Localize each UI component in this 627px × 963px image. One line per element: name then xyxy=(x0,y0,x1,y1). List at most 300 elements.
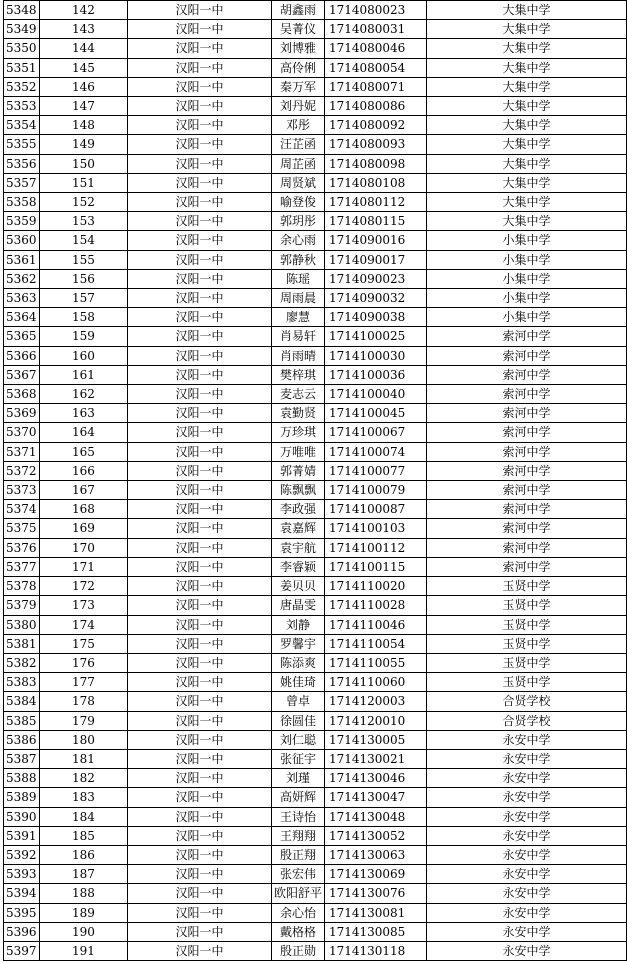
exam-id-cell: 1714080098 xyxy=(324,154,426,173)
index-cell: 169 xyxy=(39,519,127,538)
school-cell: 汉阳一中 xyxy=(127,538,271,557)
index-cell: 187 xyxy=(39,865,127,884)
table-row xyxy=(4,154,627,173)
exam-id-cell: 1714080071 xyxy=(324,77,426,96)
exam-id-cell: 1714080112 xyxy=(324,193,426,212)
index-cell: 174 xyxy=(39,615,127,634)
name-cell: 郭静秋 xyxy=(271,250,324,269)
school-cell: 汉阳一中 xyxy=(127,941,271,960)
name-cell: 刘瑾 xyxy=(271,769,324,788)
table-row xyxy=(4,634,627,653)
table-row xyxy=(4,730,627,749)
school-cell: 汉阳一中 xyxy=(127,327,271,346)
table-row xyxy=(4,97,627,116)
exam-id-cell: 1714130063 xyxy=(324,845,426,864)
middle-school-cell: 永安中学 xyxy=(426,922,626,941)
table-row xyxy=(4,308,627,327)
name-cell: 高妍辉 xyxy=(271,788,324,807)
serial-cell: 5365 xyxy=(4,327,40,346)
name-cell: 李睿颖 xyxy=(271,557,324,576)
school-cell: 汉阳一中 xyxy=(127,500,271,519)
table-row xyxy=(4,39,627,58)
exam-id-cell: 1714090017 xyxy=(324,250,426,269)
table-row xyxy=(4,58,627,77)
table-row xyxy=(4,212,627,231)
middle-school-cell: 小集中学 xyxy=(426,289,626,308)
table-row xyxy=(4,692,627,711)
exam-id-cell: 1714100087 xyxy=(324,500,426,519)
exam-id-cell: 1714100067 xyxy=(324,423,426,442)
school-cell: 汉阳一中 xyxy=(127,58,271,77)
serial-cell: 5396 xyxy=(4,922,40,941)
table-row xyxy=(4,884,627,903)
serial-cell: 5358 xyxy=(4,193,40,212)
exam-id-cell: 1714080054 xyxy=(324,58,426,77)
index-cell: 155 xyxy=(39,250,127,269)
name-cell: 张征宇 xyxy=(271,749,324,768)
serial-cell: 5373 xyxy=(4,481,40,500)
school-cell: 汉阳一中 xyxy=(127,673,271,692)
exam-id-cell: 1714110020 xyxy=(324,577,426,596)
exam-id-cell: 1714080086 xyxy=(324,97,426,116)
exam-id-cell: 1714110046 xyxy=(324,615,426,634)
school-cell: 汉阳一中 xyxy=(127,749,271,768)
table-row xyxy=(4,77,627,96)
school-cell: 汉阳一中 xyxy=(127,423,271,442)
middle-school-cell: 小集中学 xyxy=(426,231,626,250)
exam-id-cell: 1714100025 xyxy=(324,327,426,346)
exam-id-cell: 1714080093 xyxy=(324,135,426,154)
index-cell: 191 xyxy=(39,941,127,960)
index-cell: 178 xyxy=(39,692,127,711)
name-cell: 胡鑫雨 xyxy=(271,1,324,20)
exam-id-cell: 1714130046 xyxy=(324,769,426,788)
index-cell: 175 xyxy=(39,634,127,653)
exam-id-cell: 1714080031 xyxy=(324,20,426,39)
table-row xyxy=(4,596,627,615)
index-cell: 143 xyxy=(39,20,127,39)
index-cell: 164 xyxy=(39,423,127,442)
middle-school-cell: 小集中学 xyxy=(426,269,626,288)
school-cell: 汉阳一中 xyxy=(127,922,271,941)
middle-school-cell: 合贤学校 xyxy=(426,692,626,711)
serial-cell: 5350 xyxy=(4,39,40,58)
name-cell: 殷正翔 xyxy=(271,845,324,864)
table-row xyxy=(4,346,627,365)
name-cell: 万唯唯 xyxy=(271,442,324,461)
school-cell: 汉阳一中 xyxy=(127,730,271,749)
exam-id-cell: 1714120003 xyxy=(324,692,426,711)
middle-school-cell: 玉贤中学 xyxy=(426,615,626,634)
school-cell: 汉阳一中 xyxy=(127,212,271,231)
name-cell: 陈飘飘 xyxy=(271,481,324,500)
table-row xyxy=(4,461,627,480)
exam-id-cell: 1714090023 xyxy=(324,269,426,288)
name-cell: 陈瑶 xyxy=(271,269,324,288)
table-row xyxy=(4,385,627,404)
exam-id-cell: 1714100040 xyxy=(324,385,426,404)
name-cell: 刘仁聪 xyxy=(271,730,324,749)
serial-cell: 5362 xyxy=(4,269,40,288)
exam-id-cell: 1714080108 xyxy=(324,173,426,192)
school-cell: 汉阳一中 xyxy=(127,596,271,615)
exam-id-cell: 1714110060 xyxy=(324,673,426,692)
school-cell: 汉阳一中 xyxy=(127,365,271,384)
school-cell: 汉阳一中 xyxy=(127,615,271,634)
middle-school-cell: 索河中学 xyxy=(426,423,626,442)
school-cell: 汉阳一中 xyxy=(127,826,271,845)
school-cell: 汉阳一中 xyxy=(127,653,271,672)
index-cell: 166 xyxy=(39,461,127,480)
name-cell: 殷正勋 xyxy=(271,941,324,960)
middle-school-cell: 永安中学 xyxy=(426,788,626,807)
name-cell: 秦万军 xyxy=(271,77,324,96)
name-cell: 刘丹妮 xyxy=(271,97,324,116)
index-cell: 190 xyxy=(39,922,127,941)
school-cell: 汉阳一中 xyxy=(127,404,271,423)
serial-cell: 5359 xyxy=(4,212,40,231)
name-cell: 余心怡 xyxy=(271,903,324,922)
name-cell: 姜贝贝 xyxy=(271,577,324,596)
exam-id-cell: 1714130048 xyxy=(324,807,426,826)
middle-school-cell: 索河中学 xyxy=(426,404,626,423)
middle-school-cell: 永安中学 xyxy=(426,865,626,884)
serial-cell: 5366 xyxy=(4,346,40,365)
table-row xyxy=(4,903,627,922)
serial-cell: 5355 xyxy=(4,135,40,154)
serial-cell: 5384 xyxy=(4,692,40,711)
index-cell: 182 xyxy=(39,769,127,788)
index-cell: 179 xyxy=(39,711,127,730)
school-cell: 汉阳一中 xyxy=(127,788,271,807)
school-cell: 汉阳一中 xyxy=(127,385,271,404)
school-cell: 汉阳一中 xyxy=(127,557,271,576)
name-cell: 陈添爽 xyxy=(271,653,324,672)
exam-id-cell: 1714100103 xyxy=(324,519,426,538)
exam-id-cell: 1714100079 xyxy=(324,481,426,500)
serial-cell: 5349 xyxy=(4,20,40,39)
exam-id-cell: 1714100030 xyxy=(324,346,426,365)
serial-cell: 5377 xyxy=(4,557,40,576)
middle-school-cell: 小集中学 xyxy=(426,308,626,327)
table-row xyxy=(4,1,627,20)
middle-school-cell: 永安中学 xyxy=(426,769,626,788)
exam-id-cell: 1714100045 xyxy=(324,404,426,423)
middle-school-cell: 大集中学 xyxy=(426,193,626,212)
middle-school-cell: 大集中学 xyxy=(426,77,626,96)
exam-id-cell: 1714080046 xyxy=(324,39,426,58)
school-cell: 汉阳一中 xyxy=(127,711,271,730)
table-row xyxy=(4,653,627,672)
name-cell: 欧阳舒平 xyxy=(271,884,324,903)
school-cell: 汉阳一中 xyxy=(127,769,271,788)
middle-school-cell: 永安中学 xyxy=(426,749,626,768)
index-cell: 162 xyxy=(39,385,127,404)
school-cell: 汉阳一中 xyxy=(127,193,271,212)
name-cell: 郭菁婧 xyxy=(271,461,324,480)
name-cell: 徐圆佳 xyxy=(271,711,324,730)
school-cell: 汉阳一中 xyxy=(127,77,271,96)
table-body xyxy=(4,1,627,961)
index-cell: 150 xyxy=(39,154,127,173)
index-cell: 173 xyxy=(39,596,127,615)
index-cell: 184 xyxy=(39,807,127,826)
exam-id-cell: 1714130081 xyxy=(324,903,426,922)
name-cell: 周芷函 xyxy=(271,154,324,173)
middle-school-cell: 大集中学 xyxy=(426,116,626,135)
exam-id-cell: 1714130069 xyxy=(324,865,426,884)
middle-school-cell: 索河中学 xyxy=(426,442,626,461)
exam-id-cell: 1714130052 xyxy=(324,826,426,845)
serial-cell: 5383 xyxy=(4,673,40,692)
index-cell: 185 xyxy=(39,826,127,845)
table-row xyxy=(4,116,627,135)
index-cell: 142 xyxy=(39,1,127,20)
serial-cell: 5395 xyxy=(4,903,40,922)
serial-cell: 5385 xyxy=(4,711,40,730)
exam-id-cell: 1714080023 xyxy=(324,1,426,20)
index-cell: 180 xyxy=(39,730,127,749)
exam-id-cell: 1714090016 xyxy=(324,231,426,250)
index-cell: 159 xyxy=(39,327,127,346)
serial-cell: 5357 xyxy=(4,173,40,192)
serial-cell: 5368 xyxy=(4,385,40,404)
serial-cell: 5376 xyxy=(4,538,40,557)
table-row xyxy=(4,423,627,442)
serial-cell: 5397 xyxy=(4,941,40,960)
table-row xyxy=(4,500,627,519)
serial-cell: 5372 xyxy=(4,461,40,480)
school-cell: 汉阳一中 xyxy=(127,1,271,20)
exam-id-cell: 1714120010 xyxy=(324,711,426,730)
school-cell: 汉阳一中 xyxy=(127,865,271,884)
table-row xyxy=(4,20,627,39)
school-cell: 汉阳一中 xyxy=(127,519,271,538)
index-cell: 144 xyxy=(39,39,127,58)
table-row xyxy=(4,231,627,250)
table-row xyxy=(4,865,627,884)
school-cell: 汉阳一中 xyxy=(127,231,271,250)
middle-school-cell: 大集中学 xyxy=(426,39,626,58)
index-cell: 172 xyxy=(39,577,127,596)
serial-cell: 5392 xyxy=(4,845,40,864)
table-row xyxy=(4,519,627,538)
middle-school-cell: 玉贤中学 xyxy=(426,577,626,596)
table-row xyxy=(4,807,627,826)
middle-school-cell: 大集中学 xyxy=(426,97,626,116)
serial-cell: 5354 xyxy=(4,116,40,135)
serial-cell: 5356 xyxy=(4,154,40,173)
serial-cell: 5351 xyxy=(4,58,40,77)
index-cell: 158 xyxy=(39,308,127,327)
middle-school-cell: 索河中学 xyxy=(426,481,626,500)
name-cell: 肖雨晴 xyxy=(271,346,324,365)
middle-school-cell: 索河中学 xyxy=(426,500,626,519)
serial-cell: 5394 xyxy=(4,884,40,903)
middle-school-cell: 索河中学 xyxy=(426,461,626,480)
serial-cell: 5361 xyxy=(4,250,40,269)
table-row xyxy=(4,577,627,596)
name-cell: 万珍琪 xyxy=(271,423,324,442)
index-cell: 186 xyxy=(39,845,127,864)
index-cell: 160 xyxy=(39,346,127,365)
index-cell: 163 xyxy=(39,404,127,423)
exam-id-cell: 1714100036 xyxy=(324,365,426,384)
school-cell: 汉阳一中 xyxy=(127,692,271,711)
index-cell: 156 xyxy=(39,269,127,288)
middle-school-cell: 永安中学 xyxy=(426,826,626,845)
index-cell: 153 xyxy=(39,212,127,231)
serial-cell: 5393 xyxy=(4,865,40,884)
exam-id-cell: 1714110054 xyxy=(324,634,426,653)
name-cell: 王翔翔 xyxy=(271,826,324,845)
name-cell: 吴菁仪 xyxy=(271,20,324,39)
school-cell: 汉阳一中 xyxy=(127,20,271,39)
name-cell: 喻登俊 xyxy=(271,193,324,212)
table-row xyxy=(4,173,627,192)
exam-id-cell: 1714090038 xyxy=(324,308,426,327)
table-row xyxy=(4,922,627,941)
exam-id-cell: 1714130005 xyxy=(324,730,426,749)
index-cell: 146 xyxy=(39,77,127,96)
school-cell: 汉阳一中 xyxy=(127,97,271,116)
index-cell: 183 xyxy=(39,788,127,807)
school-cell: 汉阳一中 xyxy=(127,39,271,58)
serial-cell: 5379 xyxy=(4,596,40,615)
table-row xyxy=(4,749,627,768)
index-cell: 170 xyxy=(39,538,127,557)
table-row xyxy=(4,826,627,845)
middle-school-cell: 大集中学 xyxy=(426,154,626,173)
middle-school-cell: 大集中学 xyxy=(426,212,626,231)
table-row xyxy=(4,365,627,384)
name-cell: 邓彤 xyxy=(271,116,324,135)
serial-cell: 5386 xyxy=(4,730,40,749)
middle-school-cell: 合贤学校 xyxy=(426,711,626,730)
school-cell: 汉阳一中 xyxy=(127,577,271,596)
exam-id-cell: 1714130076 xyxy=(324,884,426,903)
exam-id-cell: 1714110055 xyxy=(324,653,426,672)
table-row xyxy=(4,269,627,288)
index-cell: 165 xyxy=(39,442,127,461)
table-row xyxy=(4,711,627,730)
middle-school-cell: 永安中学 xyxy=(426,807,626,826)
name-cell: 廖慧 xyxy=(271,308,324,327)
exam-id-cell: 1714100074 xyxy=(324,442,426,461)
serial-cell: 5360 xyxy=(4,231,40,250)
name-cell: 高伶俐 xyxy=(271,58,324,77)
serial-cell: 5380 xyxy=(4,615,40,634)
middle-school-cell: 玉贤中学 xyxy=(426,673,626,692)
school-cell: 汉阳一中 xyxy=(127,481,271,500)
serial-cell: 5363 xyxy=(4,289,40,308)
index-cell: 145 xyxy=(39,58,127,77)
school-cell: 汉阳一中 xyxy=(127,154,271,173)
table-row xyxy=(4,289,627,308)
exam-id-cell: 1714100077 xyxy=(324,461,426,480)
middle-school-cell: 永安中学 xyxy=(426,941,626,960)
table-row xyxy=(4,769,627,788)
serial-cell: 5370 xyxy=(4,423,40,442)
serial-cell: 5371 xyxy=(4,442,40,461)
middle-school-cell: 玉贤中学 xyxy=(426,634,626,653)
name-cell: 李政强 xyxy=(271,500,324,519)
index-cell: 152 xyxy=(39,193,127,212)
index-cell: 189 xyxy=(39,903,127,922)
middle-school-cell: 索河中学 xyxy=(426,327,626,346)
table-row xyxy=(4,327,627,346)
middle-school-cell: 索河中学 xyxy=(426,346,626,365)
index-cell: 148 xyxy=(39,116,127,135)
table-row xyxy=(4,193,627,212)
school-cell: 汉阳一中 xyxy=(127,116,271,135)
middle-school-cell: 索河中学 xyxy=(426,365,626,384)
serial-cell: 5390 xyxy=(4,807,40,826)
serial-cell: 5374 xyxy=(4,500,40,519)
school-cell: 汉阳一中 xyxy=(127,634,271,653)
middle-school-cell: 永安中学 xyxy=(426,845,626,864)
table-row xyxy=(4,404,627,423)
exam-id-cell: 1714130021 xyxy=(324,749,426,768)
index-cell: 181 xyxy=(39,749,127,768)
school-cell: 汉阳一中 xyxy=(127,845,271,864)
name-cell: 刘博雅 xyxy=(271,39,324,58)
exam-id-cell: 1714090032 xyxy=(324,289,426,308)
name-cell: 刘静 xyxy=(271,615,324,634)
school-cell: 汉阳一中 xyxy=(127,289,271,308)
name-cell: 周贤斌 xyxy=(271,173,324,192)
name-cell: 曾卓 xyxy=(271,692,324,711)
table-row xyxy=(4,481,627,500)
index-cell: 151 xyxy=(39,173,127,192)
school-cell: 汉阳一中 xyxy=(127,884,271,903)
name-cell: 肖易轩 xyxy=(271,327,324,346)
table-row xyxy=(4,845,627,864)
table-row xyxy=(4,557,627,576)
name-cell: 袁宇航 xyxy=(271,538,324,557)
serial-cell: 5381 xyxy=(4,634,40,653)
index-cell: 149 xyxy=(39,135,127,154)
middle-school-cell: 大集中学 xyxy=(426,58,626,77)
table-row xyxy=(4,673,627,692)
serial-cell: 5367 xyxy=(4,365,40,384)
middle-school-cell: 大集中学 xyxy=(426,20,626,39)
index-cell: 168 xyxy=(39,500,127,519)
middle-school-cell: 永安中学 xyxy=(426,884,626,903)
exam-id-cell: 1714130085 xyxy=(324,922,426,941)
exam-id-cell: 1714100112 xyxy=(324,538,426,557)
school-cell: 汉阳一中 xyxy=(127,461,271,480)
school-cell: 汉阳一中 xyxy=(127,346,271,365)
school-cell: 汉阳一中 xyxy=(127,269,271,288)
index-cell: 161 xyxy=(39,365,127,384)
middle-school-cell: 玉贤中学 xyxy=(426,596,626,615)
table-row xyxy=(4,615,627,634)
table-row xyxy=(4,135,627,154)
school-cell: 汉阳一中 xyxy=(127,807,271,826)
serial-cell: 5391 xyxy=(4,826,40,845)
exam-id-cell: 1714130047 xyxy=(324,788,426,807)
table-row xyxy=(4,538,627,557)
serial-cell: 5378 xyxy=(4,577,40,596)
middle-school-cell: 索河中学 xyxy=(426,519,626,538)
name-cell: 袁勤贤 xyxy=(271,404,324,423)
index-cell: 167 xyxy=(39,481,127,500)
serial-cell: 5364 xyxy=(4,308,40,327)
exam-id-cell: 1714080115 xyxy=(324,212,426,231)
index-cell: 171 xyxy=(39,557,127,576)
middle-school-cell: 小集中学 xyxy=(426,250,626,269)
